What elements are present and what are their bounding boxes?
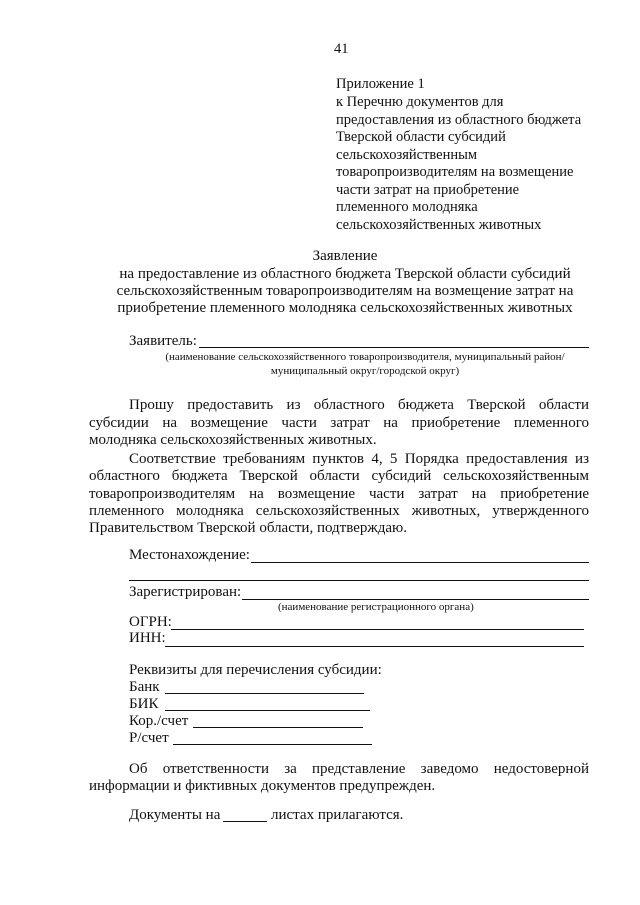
title-line: сельскохозяйственным товаропроизводителям на возмещение затрат на [116,283,574,299]
document-title: Заявление [312,248,378,264]
title-line: приобретение племенного молодняка сельскохозяйственных животных [117,300,573,316]
paragraph-line: Соответствие требованиям пунктов 4, 5 Порядка предоставления из [129,451,589,467]
paragraph-line: субсидии на возмещение части затрат на приобретение племенного [89,415,589,431]
bik-label: БИК [129,696,159,712]
documents-text-before: Документы на [129,807,221,823]
appendix-line: сельскохозяйственных животных [336,217,542,233]
applicant-hint: муниципальный округ/городской округ) [270,365,460,377]
applicant-field-line[interactable] [199,347,589,348]
documents-text-after: листах прилагаются. [271,807,404,823]
appendix-line: товаропроизводителям на возмещение [336,164,574,180]
paragraph-line: областного бюджета Тверской области субсидий сельскохозяйственным [89,468,589,484]
applicant-label: Заявитель: [129,333,197,349]
title-line: на предоставление из областного бюджета Тверской области субсидий [119,266,571,282]
appendix-line: Тверской области субсидий [336,129,506,145]
applicant-hint: (наименование сельскохозяйственного товаропроизводителя, муниципальный район/ [165,351,565,363]
paragraph-line: товаропроизводителям на возмещение части затрат на приобретение [89,486,589,502]
inn-field-line[interactable] [165,646,584,647]
corr-account-field-line[interactable] [193,727,363,728]
appendix-line: части затрат на приобретение [336,182,520,198]
inn-label: ИНН: [129,630,166,646]
location-label: Местонахождение: [129,547,250,563]
appendix-line: племенного молодняка [336,199,478,215]
appendix-line: Приложение 1 [336,76,425,92]
bik-field-line[interactable] [165,710,370,711]
registered-label: Зарегистрирован: [129,584,242,600]
page-number: 41 [334,41,349,57]
paragraph-line: Правительством Тверской области, подтверждаю. [89,520,408,536]
appendix-line: сельскохозяйственным [336,147,478,163]
registered-hint: (наименование регистрационного органа) [278,601,474,613]
paragraph-line: племенного молодняка сельскохозяйственных животных, утвержденного [89,503,589,519]
appendix-line: к Перечню документов для [336,94,504,110]
corr-account-label: Кор./счет [129,713,189,729]
location-field-line-2[interactable] [129,580,589,581]
bank-label: Банк [129,679,160,695]
account-field-line[interactable] [173,744,372,745]
paragraph-line: Прошу предоставить из областного бюджета Тверской области [129,397,589,413]
bank-field-line[interactable] [165,693,364,694]
documents-count-field-line[interactable] [223,821,267,822]
ogrn-field-line[interactable] [171,629,584,630]
location-field-line[interactable] [251,562,589,563]
responsibility-line: Об ответственности за представление заведомо недостоверной [129,761,589,777]
responsibility-line: информации и фиктивных документов предупрежден. [89,778,436,794]
appendix-line: предоставления из областного бюджета [336,112,582,128]
requisites-heading: Реквизиты для перечисления субсидии: [129,662,382,678]
account-label: Р/счет [129,730,169,746]
ogrn-label: ОГРН: [129,614,172,630]
paragraph-line: молодняка сельскохозяйственных животных. [89,432,377,448]
